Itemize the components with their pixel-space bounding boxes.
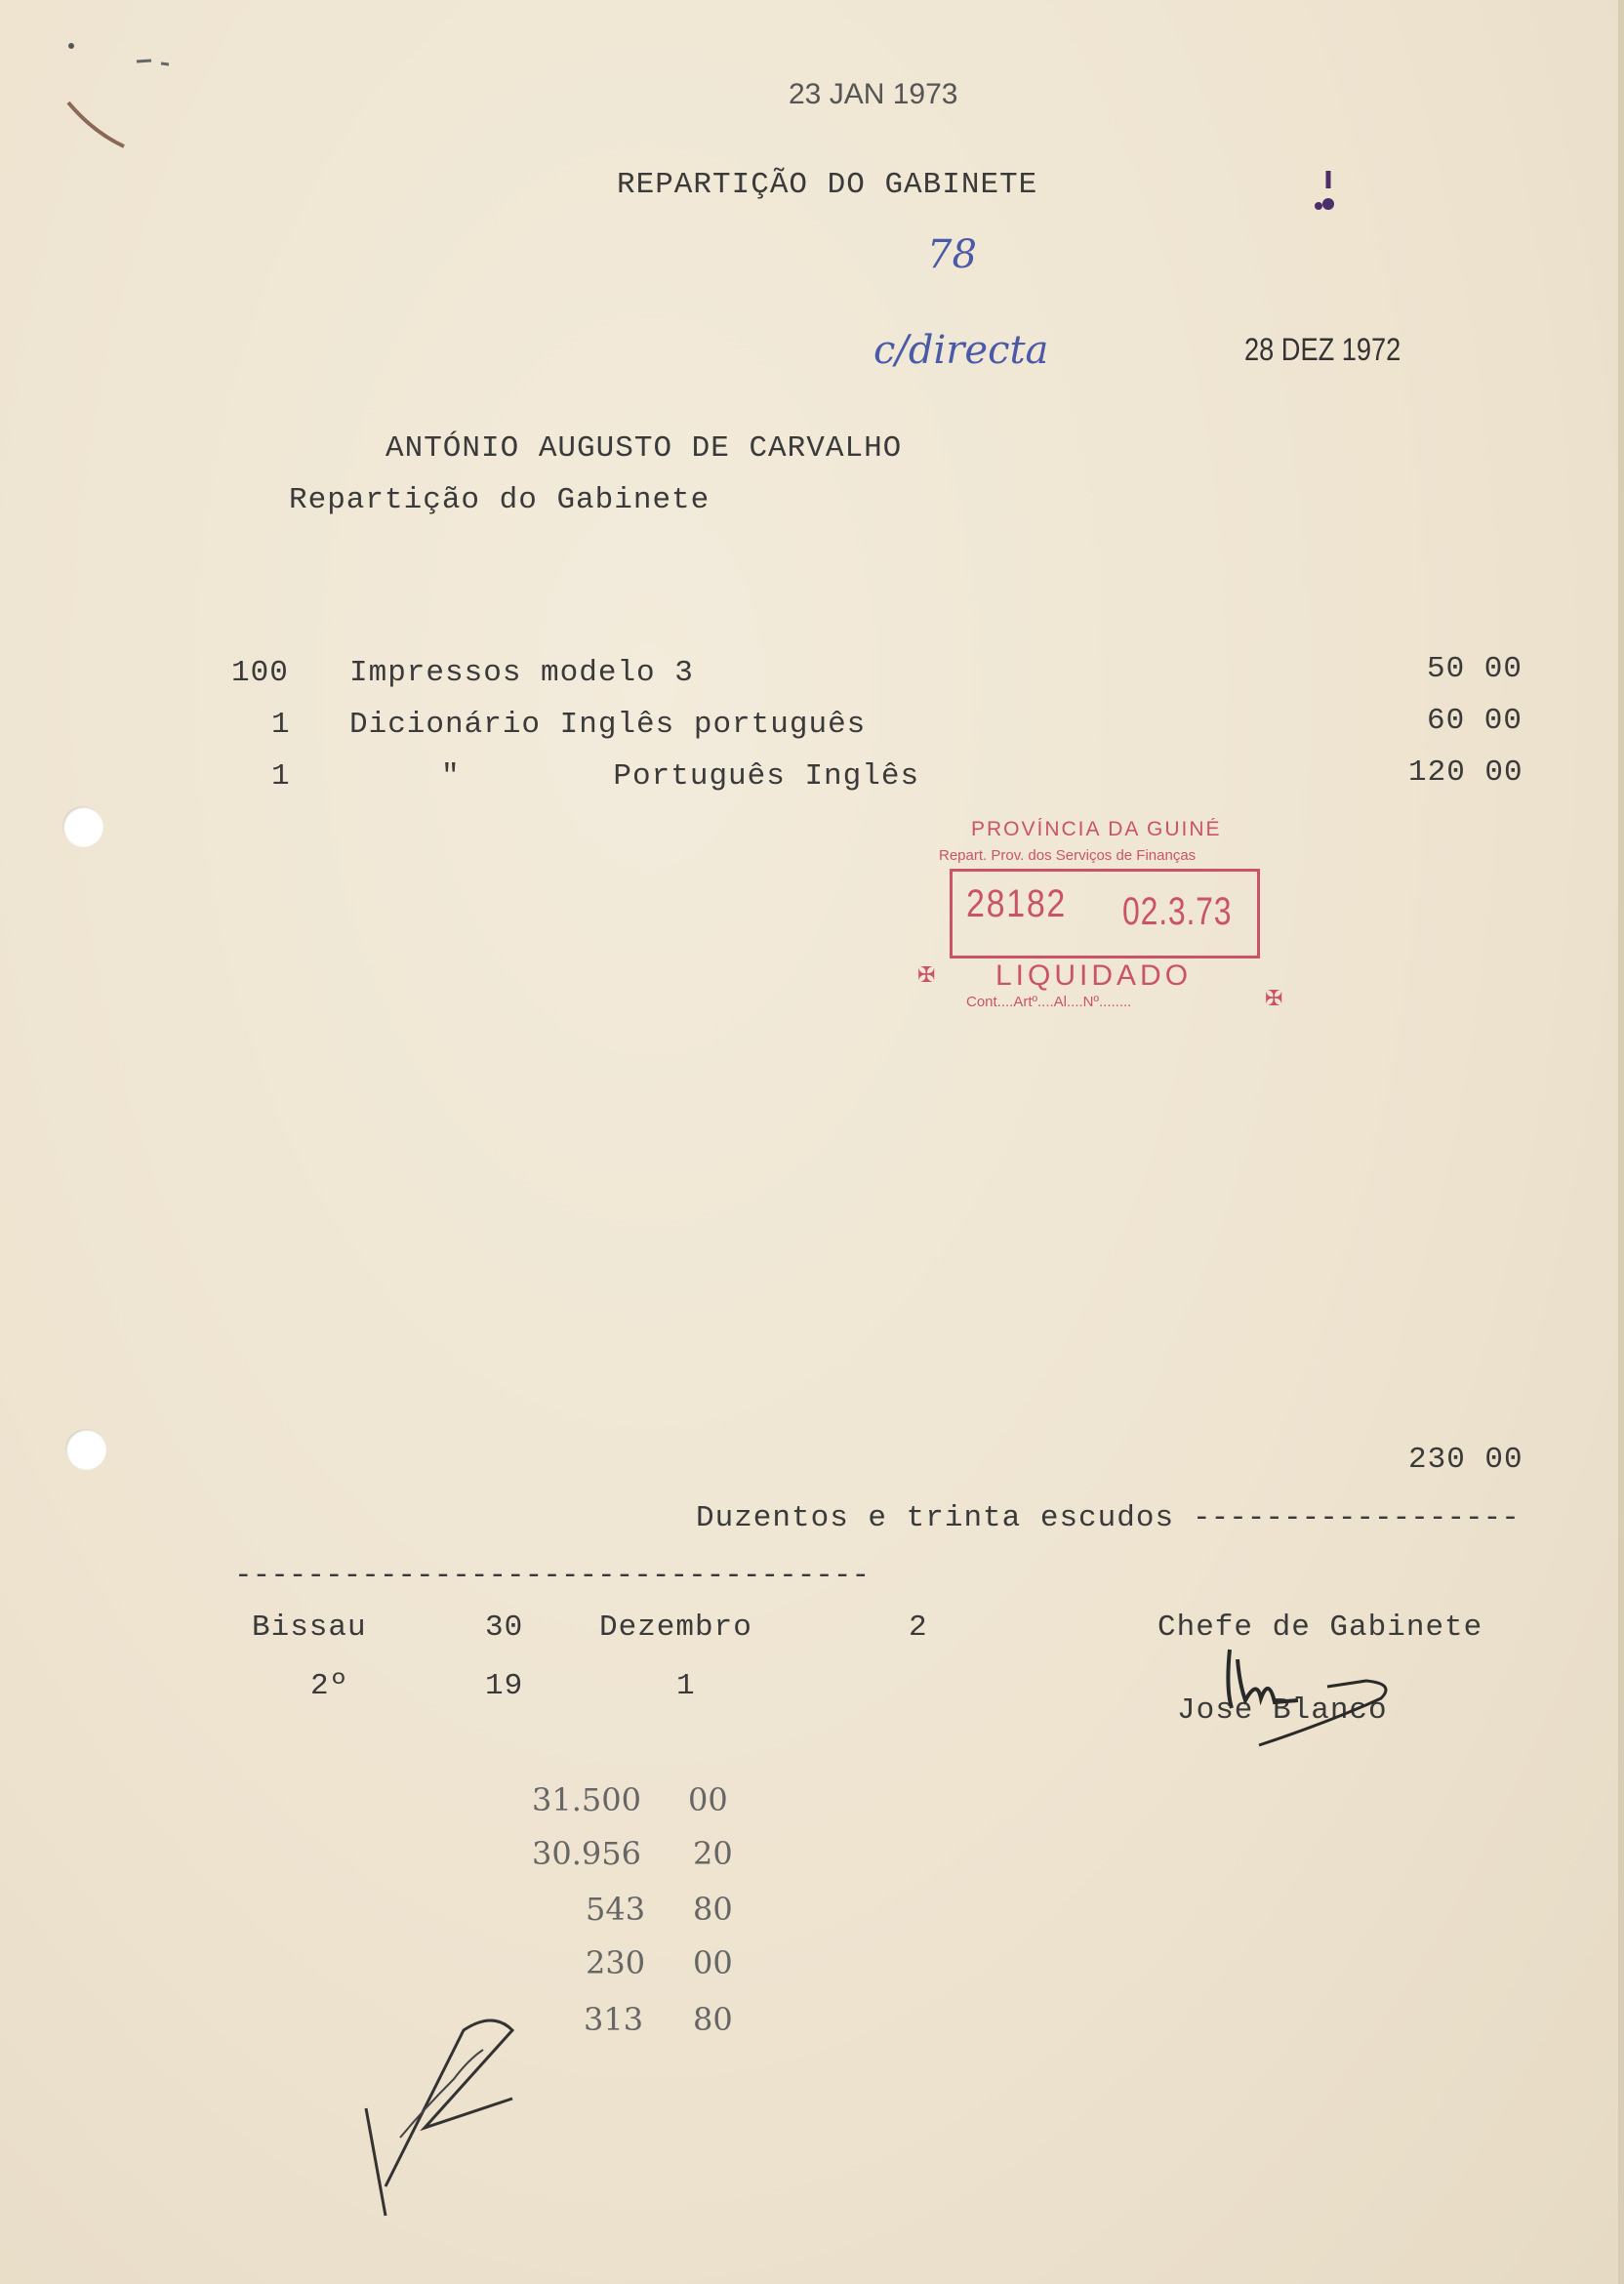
paper-edge xyxy=(1618,0,1624,2284)
item-amount: 50 00 xyxy=(1427,652,1523,686)
document-title: REPARTIÇÃO DO GABINETE xyxy=(617,168,1038,202)
item-amount: 60 00 xyxy=(1427,704,1523,738)
handwritten-number: 78 xyxy=(927,232,977,277)
stamp-office: Repart. Prov. dos Serviços de Finanças xyxy=(939,847,1197,864)
stamp-footer: Cont....Artº....Al....Nº........ xyxy=(966,994,1132,1010)
purple-ink-mark xyxy=(1293,161,1342,229)
finance-liquidation-stamp xyxy=(917,818,1288,1023)
hand-calc-value: 31.500 xyxy=(532,1781,641,1818)
dash-rule: ----------------------------------- xyxy=(234,1559,871,1593)
punch-hole-upper xyxy=(62,806,103,847)
footer-row2-a: 2º xyxy=(310,1669,349,1703)
hand-calc-value: 543 xyxy=(586,1891,646,1928)
hand-calc-cents: 00 xyxy=(688,1781,728,1818)
hand-calc-value: 313 xyxy=(584,2001,644,2038)
total-in-words: Duzentos e trinta escudos xyxy=(696,1501,1175,1535)
footer-row2-c: 1 xyxy=(676,1669,696,1703)
total-amount: 230 00 xyxy=(1408,1443,1523,1477)
addressee-department: Repartição do Gabinete xyxy=(289,483,710,517)
hand-calc-value: 30.956 xyxy=(532,1835,641,1872)
stamp-date: 02.3.73 xyxy=(1122,890,1233,933)
addressee-name: ANTÓNIO AUGUSTO DE CARVALHO xyxy=(386,431,903,466)
received-date-stamp: 23 JAN 1973 xyxy=(789,78,958,110)
stamp-status: LIQUIDADO xyxy=(995,959,1193,992)
footer-place: Bissau xyxy=(252,1611,367,1645)
dated-stamp: 28 DEZ 1972 xyxy=(1244,332,1401,367)
item-qty: 1 xyxy=(271,708,291,742)
handwritten-note: c/directa xyxy=(873,328,1049,373)
footer-year-digit: 2 xyxy=(909,1611,928,1645)
item-description: " Português Inglês xyxy=(441,759,920,794)
hand-calc-cents: 00 xyxy=(693,1944,733,1981)
hand-calc-cents: 20 xyxy=(693,1835,733,1872)
stamp-emblem-icon: ✠ xyxy=(917,962,936,987)
signature xyxy=(1210,1630,1405,1757)
item-qty: 100 xyxy=(231,656,289,690)
dash-leader: ------------------ xyxy=(1193,1501,1520,1535)
footer-row2-b: 19 xyxy=(485,1669,524,1703)
stamp-province: PROVÍNCIA DA GUINÉ xyxy=(971,818,1222,840)
stamp-emblem-icon: ✠ xyxy=(1265,986,1283,1010)
item-description: Dicionário Inglês português xyxy=(349,708,867,742)
hand-calc-value: 230 xyxy=(586,1944,646,1981)
signatory-name: Jose Blanco xyxy=(1177,1693,1388,1728)
footer-month: Dezembro xyxy=(599,1611,752,1645)
item-amount: 120 00 xyxy=(1408,755,1523,790)
footer-day: 30 xyxy=(485,1611,524,1645)
item-qty: 1 xyxy=(271,759,291,794)
hand-calc-cents: 80 xyxy=(693,2001,733,2038)
punch-hole-lower xyxy=(65,1429,106,1470)
hand-calc-cents: 80 xyxy=(693,1891,733,1928)
item-description: Impressos modelo 3 xyxy=(349,656,694,690)
signatory-title: Chefe de Gabinete xyxy=(1157,1611,1483,1645)
corner-marks xyxy=(54,34,190,161)
initials-scrawl xyxy=(346,1991,532,2225)
stamp-number: 28182 xyxy=(966,882,1068,925)
